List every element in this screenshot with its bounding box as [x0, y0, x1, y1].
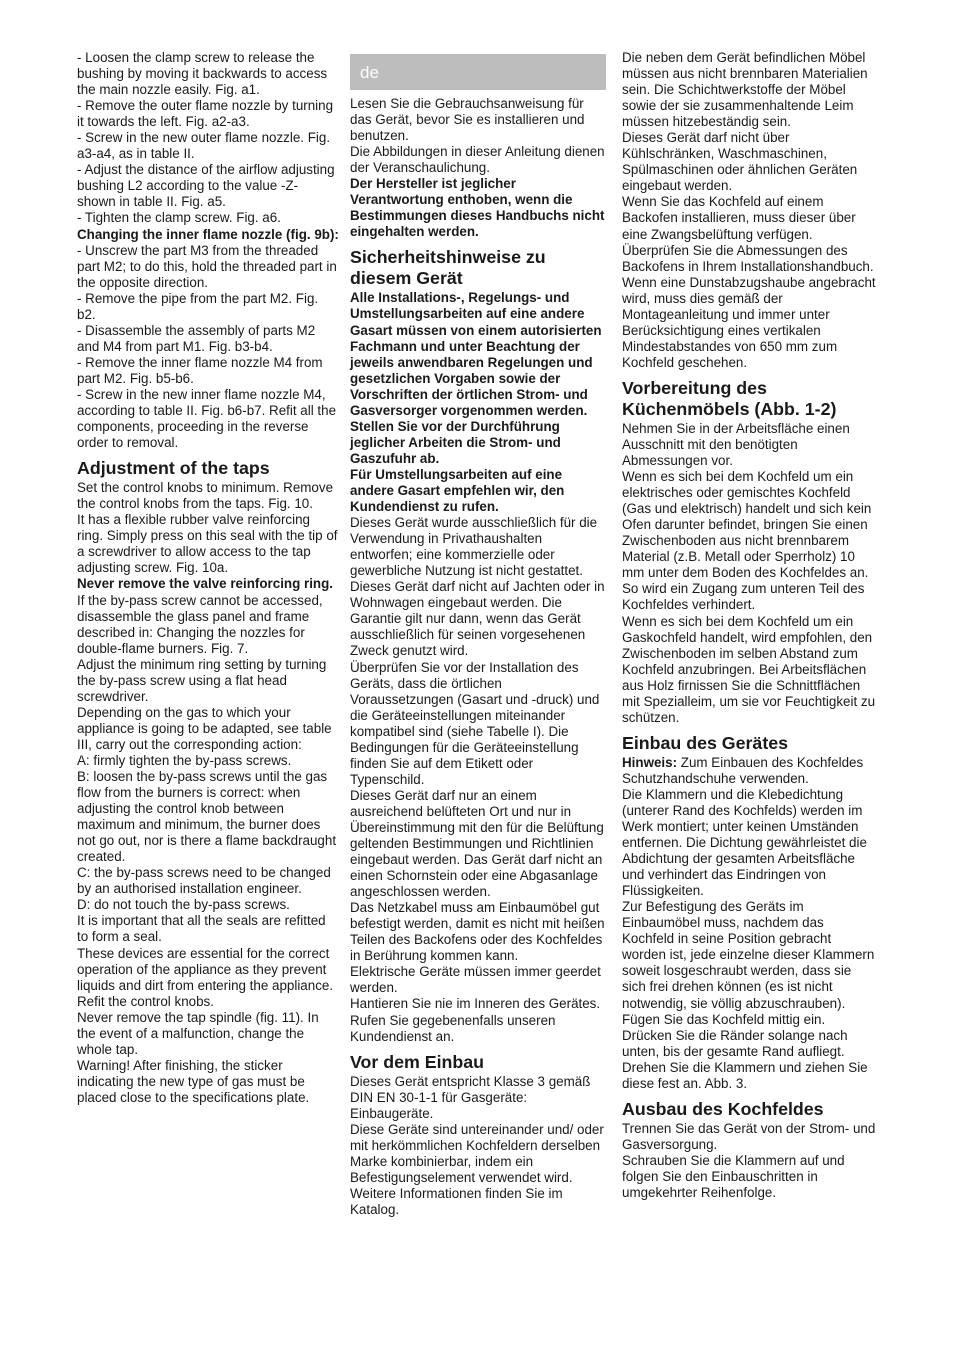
- hint-label: Hinweis:: [622, 754, 678, 770]
- paragraph: Nehmen Sie in der Arbeitsfläche einen Ausschnitt mit den benötigten Abmessungen vor.: [622, 420, 850, 469]
- paragraph: - Disassemble the assembly of parts M2 and M4 from part M1. Fig. b3-b4.: [77, 322, 316, 354]
- paragraph: Refit the control knobs.: [77, 993, 214, 1009]
- paragraph: Die Abbildungen in dieser Anleitung dienen der Veranschaulichung.: [350, 144, 605, 176]
- paragraph: Hantieren Sie nie im Inneren des Gerätes. Rufen Sie gegebenenfalls unseren Kundendienst an.: [350, 996, 601, 1044]
- paragraph: Die Klammern und die Klebedichtung (unterer Rand des Kochfelds) werden im Werk montiert; unter keinen Umständen entfernen. Die Dichtung gewährleistet die Abdichtung der gesamten Arbeitsfläche und verhindert das Eindringen von Flüssigkeiten.: [622, 786, 867, 899]
- bold-paragraph: Alle Installations-, Regelungs- und Umstellungsarbeiten auf eine andere Gasart müssen von einem autorisierten Fachmann und unter Beachtung der jeweils anwendbaren Regelungen und gesetzlichen Vorgaben sowie der Vorschriften der örtlichen Strom- und Gasversorger vorgenommen werden.: [350, 290, 602, 418]
- taps-adjustment-text: [77, 480, 339, 1106]
- paragraph: Zur Befestigung des Geräts im Einbaumöbel muss, nachdem das Kochfeld in seine Position gebracht worden ist, jede einzelne dieser Klammern soweit losgeschraubt werden, dass sie sich frei drehen können (es ist nicht notwendig, sie völlig abzuschrauben).: [622, 899, 875, 1011]
- paragraph: Wenn eine Dunstabzugshaube angebracht wird, muss dies gemäß der Montageanleitung und immer unter Berücksichtigung eines vertikalen Mindestabstandes von 650 mm zum Kochfeld geschehen.: [622, 274, 876, 370]
- bold-paragraph: Changing the inner flame nozzle (fig. 9b):: [77, 226, 339, 242]
- paragraph: - Remove the pipe from the part M2. Fig. b2.: [77, 290, 319, 322]
- taps-adjustment-heading: Adjustment of the taps: [77, 458, 270, 479]
- german-column-right: [622, 50, 878, 1201]
- german-column-middle: [350, 50, 606, 1218]
- paragraph: Dieses Gerät darf nicht auf Jachten oder in Wohnwagen eingebaut werden. Die Garantie gilt nur dann, wenn das Gerät ausschließlich für seinen vorgesehenen Zweck genutzt wird.: [350, 579, 605, 659]
- paragraph: Trennen Sie das Gerät von der Strom- und Gasversorgung.: [622, 1120, 876, 1152]
- paragraph: - Unscrew the part M3 from the threaded part M2; to do this, hold the threaded part in the opposite direction.: [77, 242, 337, 290]
- paragraph: It is important that all the seals are refitted to form a seal.: [77, 913, 326, 945]
- paragraph: Schrauben Sie die Klammern auf und folgen Sie den Einbauschritten in umgekehrter Reihenfolge.: [622, 1152, 845, 1200]
- preparation-text: [622, 421, 878, 726]
- nozzle-instructions: [77, 50, 339, 451]
- paragraph: Lesen Sie die Gebrauchsanweisung für das Gerät, bevor Sie es installieren und benutzen.: [350, 96, 585, 144]
- paragraph: - Remove the inner flame nozzle M4 from part M2. Fig. b5-b6.: [77, 354, 323, 386]
- paragraph: Wenn es sich bei dem Kochfeld um ein Gaskochfeld handelt, wird empfohlen, den Zwischenboden im selben Abstand zum Kochfeld anzubringen. Bei Arbeitsflächen aus Holz firnissen Sie die Schnittflächen mit Spezialleim, um sie vor Feuchtigkeit zu schützen.: [622, 613, 876, 725]
- paragraph: It has a flexible rubber valve reinforcing ring. Simply press on this seal with the tip of a screwdriver to allow access to the tap adjusting screw. Fig. 10a.: [77, 512, 338, 576]
- paragraph: If the by-pass screw cannot be accessed, disassemble the glass panel and frame described in: Changing the nozzles for double-flame burners. Fig. 7.: [77, 592, 323, 656]
- paragraph: Dieses Gerät darf nur an einem ausreichend belüfteten Ort und nur in Übereinstimmung mit den für die Belüftung geltenden Bestimmungen und Richtlinien eingebaut werden. Das Gerät darf nicht an einen Schornstein oder eine Abgasanlage angeschlossen werden.: [350, 787, 604, 900]
- paragraph: Wenn Sie das Kochfeld auf einem Backofen installieren, muss dieser über eine Zwangsbelüftung verfügen. Überprüfen Sie die Abmessungen des Backofens in Ihrem Installationshandbuch.: [622, 194, 874, 274]
- bold-paragraph: Der Hersteller ist jeglicher Verantwortung enthoben, wenn die Bestimmungen dieses Handbuchs nicht eingehalten werden.: [350, 176, 605, 240]
- paragraph: Das Netzkabel muss am Einbaumöbel gut befestigt werden, damit es nicht mit heißen Teilen des Backofens oder des Kochfeldes in Berührung kommen kann.: [350, 900, 605, 964]
- paragraph: Diese Geräte sind untereinander und/ oder mit herkömmlichen Kochfeldern derselben Marke kombinierbar, indem ein Befestigungselement verwendet wird.: [350, 1121, 604, 1185]
- before-install-heading: Vor dem Einbau: [350, 1051, 485, 1072]
- paragraph: - Adjust the distance of the airflow adjusting bushing L2 according to the value -Z- shown in table II. Fig. a5.: [77, 162, 335, 210]
- installation-text: [622, 787, 878, 1092]
- paragraph: - Loosen the clamp screw to release the bushing by moving it backwards to access the main nozzle easily. Fig. a1.: [77, 50, 328, 98]
- paragraph: Dieses Gerät darf nicht über Kühlschränken, Waschmaschinen, Spülmaschinen oder ähnlichen Geräten eingebaut werden.: [622, 130, 858, 194]
- bold-paragraph: Für Umstellungsarbeiten auf eine andere Gasart empfehlen wir, den Kundendienst zu rufen.: [350, 466, 565, 515]
- paragraph: - Tighten the clamp screw. Fig. a6.: [77, 210, 281, 226]
- paragraph: Set the control knobs to minimum. Remove the control knobs from the taps. Fig. 10.: [77, 480, 334, 512]
- before-install-text: [350, 1074, 606, 1218]
- bold-paragraph: Stellen Sie vor der Durchführung jeglicher Arbeiten die Strom- und Gaszufuhr ab.: [350, 418, 561, 466]
- removal-text: [622, 1121, 878, 1201]
- paragraph: C: the by-pass screws need to be changed by an authorised installation engineer.: [77, 865, 331, 897]
- paragraph: Weitere Informationen finden Sie im Katalog.: [350, 1185, 563, 1217]
- paragraph: D: do not touch the by-pass screws.: [77, 897, 290, 913]
- hint-paragraph: [622, 755, 878, 787]
- paragraph: - Remove the outer flame nozzle by turning it towards the left. Fig. a2-a3.: [77, 98, 334, 130]
- paragraph: These devices are essential for the correct operation of the appliance as they prevent liquids and dirt from entering the appliance.: [77, 945, 334, 993]
- hint-text: Zum Einbauen des Kochfeldes Schutzhandschuhe verwenden.: [622, 754, 864, 786]
- removal-heading: Ausbau des Kochfeldes: [622, 1098, 824, 1119]
- safety-text: [350, 290, 606, 1044]
- paragraph: Elektrische Geräte müssen immer geerdet werden.: [350, 964, 601, 996]
- paragraph: Warning! After finishing, the sticker indicating the new type of gas must be placed close to the specifications plate.: [77, 1057, 310, 1105]
- preparation-heading: Vorbereitung des Küchenmöbels (Abb. 1-2): [622, 377, 837, 419]
- paragraph: Überprüfen Sie vor der Installation des Geräts, dass die örtlichen Voraussetzungen (Gasart und -druck) und die Geräteeinstellungen miteinander kompatibel sind (siehe Tabelle I). Die Bedingungen für die Geräteeinstellung finden Sie auf dem Etikett oder Typenschild.: [350, 659, 600, 787]
- intro-text: [350, 96, 606, 240]
- paragraph: - Screw in the new inner flame nozzle M4, according to table II. Fig. b6-b7. Refit all the components, proceeding in the reverse order to removal.: [77, 386, 337, 451]
- installation-heading: Einbau des Gerätes: [622, 732, 789, 753]
- paragraph: Never remove the tap spindle (fig. 11). In the event of a malfunction, change the whole tap.: [77, 1009, 319, 1057]
- paragraph: Adjust the minimum ring setting by turning the by-pass screw using a flat head screwdriver.: [77, 656, 327, 704]
- paragraph: Depending on the gas to which your appliance is going to be adapted, see table III, carry out the corresponding action:: [77, 704, 332, 752]
- furniture-text: [622, 50, 878, 371]
- english-column: [77, 50, 339, 1106]
- language-code: de: [360, 63, 379, 82]
- paragraph: Wenn es sich bei dem Kochfeld um ein elektrisches oder gemischtes Kochfeld (Gas und elektrisch) handelt und sich kein Ofen darunter befindet, bringen Sie einen Zwischenboden aus nicht brennbarem Material (z.B. Metall oder Sperrholz) 10 mm unter dem Boden des Kochfeldes an. So wird ein Zugang zum unteren Teil des Kochfeldes verhindert.: [622, 469, 872, 613]
- paragraph: Dieses Gerät wurde ausschließlich für die Verwendung in Privathaushalten entworfen; eine kommerzielle oder gewerbliche Nutzung ist nicht gestattet.: [350, 515, 598, 579]
- bold-paragraph: Never remove the valve reinforcing ring.: [77, 576, 334, 592]
- safety-heading: Sicherheitshinweise zu diesem Gerät: [350, 247, 546, 289]
- paragraph: Die neben dem Gerät befindlichen Möbel müssen aus nicht brennbaren Materialien sein. Die Schichtwerkstoffe der Möbel sowie der sie zusammenhaltende Leim müssen hitzebeständig sein.: [622, 50, 868, 130]
- paragraph: Dieses Gerät entspricht Klasse 3 gemäß DIN EN 30-1-1 für Gasgeräte: Einbaugeräte.: [350, 1073, 591, 1121]
- paragraph: A: firmly tighten the by-pass screws.: [77, 752, 292, 768]
- paragraph: - Screw in the new outer flame nozzle. Fig. a3-a4, as in table II.: [77, 130, 331, 162]
- paragraph: Fügen Sie das Kochfeld mittig ein. Drücken Sie die Ränder solange nach unten, bis der gesamte Rand aufliegt. Drehen Sie die Klammern und ziehen Sie diese fest an. Abb. 3.: [622, 1011, 868, 1091]
- paragraph: B: loosen the by-pass screws until the gas flow from the burners is correct: when adjusting the control knob between maximum and minimum, the burner does not go out, nor is there a flame backdraught created.: [77, 769, 337, 865]
- language-bar: [350, 54, 606, 90]
